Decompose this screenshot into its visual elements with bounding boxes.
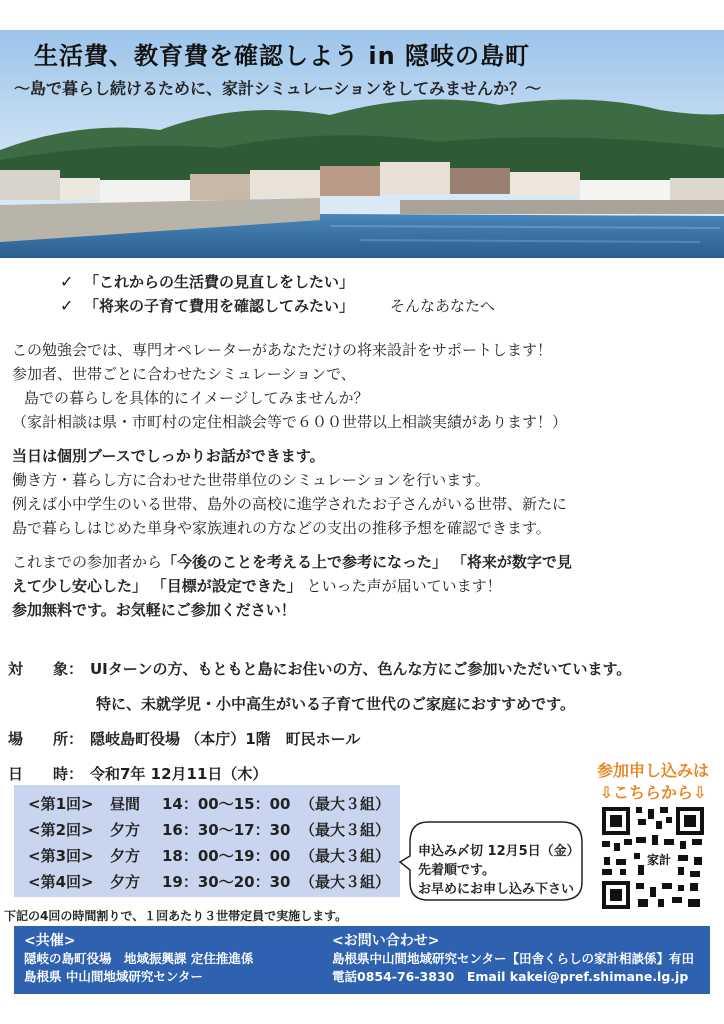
checkmark-icon: ✓: [60, 272, 74, 291]
page-subtitle: 〜島で暮らし続けるために、家計シミュレーションをしてみませんか？〜: [14, 79, 542, 98]
booth-line: 島で暮らしはじめた単身や家族連れの方などの支出の推移予想を確認できます。: [12, 519, 551, 537]
session-capacity: （最大３組）: [300, 795, 391, 813]
deadline-line: お早めにお申し込み下さい: [418, 882, 575, 897]
target-row: [8, 658, 631, 679]
date-value: 令和7年 12月11日（木）: [90, 765, 268, 783]
session-capacity: （最大３組）: [300, 847, 391, 865]
qr-code[interactable]: [598, 803, 708, 913]
target-label: 対 象：: [8, 660, 84, 678]
date-label: 日 時：: [8, 765, 84, 783]
session-number: <第1回>: [28, 795, 94, 813]
hero-photo: [0, 30, 724, 258]
session-part: 夕方: [110, 847, 141, 865]
session-number: <第2回>: [28, 821, 94, 839]
session-time: 14：00〜15：00: [162, 795, 291, 813]
apply-line: 参加申し込みは: [596, 761, 709, 780]
session-number: <第3回>: [28, 847, 94, 865]
check-item: [60, 270, 495, 294]
deadline-text: [418, 842, 580, 899]
session-row: [28, 869, 400, 895]
voices-paragraph: [12, 550, 572, 622]
session-part: 夕方: [110, 821, 141, 839]
booth-line: 例えば小中学生のいる世帯、島外の高校に進学されたお子さんがいる世帯、新たに: [12, 495, 568, 513]
booth-heading: 当日は個別ブースでしっかりお話ができます。: [12, 447, 325, 465]
check-list: [60, 270, 495, 318]
voice-quote: えて少し安心した」: [12, 577, 148, 595]
booth-paragraph: [12, 444, 567, 540]
voice-quote: 「目標が設定できた」: [151, 577, 302, 595]
intro-line: （家計相談は県・市町村の定住相談会等で６００世帯以上相談実績があります！）: [12, 413, 568, 431]
voices-line: [12, 574, 572, 598]
session-time: 16：30〜17：30: [162, 821, 291, 839]
deadline-line: 申込み〆切 12月5日（金）: [418, 844, 580, 859]
session-part: 昼間: [110, 795, 141, 813]
session-capacity: （最大３組）: [300, 821, 391, 839]
deadline-line: 先着順です。: [418, 863, 495, 878]
checkmark-icon: ✓: [60, 296, 74, 315]
apply-line: ⇩こちらから⇩: [599, 783, 707, 802]
check-tail: そんなあなたへ: [390, 297, 496, 315]
voices-post: といった声が届いています！: [306, 577, 502, 595]
free-notice: 参加無料です。お気軽にご参加ください！: [12, 601, 296, 619]
host-line: 隠岐の島町役場 地域振興課 定住推進係: [24, 951, 254, 966]
voice-quote: 「将来が数字で見: [451, 553, 572, 571]
host-heading: <共催>: [24, 933, 76, 949]
booth-line: 働き方・暮らし方に合わせた世帯単位のシミュレーションを行います。: [12, 471, 490, 489]
place-value: 隠岐島町役場 （本庁）1階 町民ホール: [90, 730, 361, 748]
footer-box: [14, 926, 710, 994]
session-time: 19：30〜20：30: [162, 873, 291, 891]
contact-line: 島根県中山間地域研究センター【田舎くらしの家計相談係】有田: [332, 951, 695, 966]
intro-paragraph: [12, 338, 567, 434]
deadline-bubble: [398, 818, 584, 904]
check-text: 「将来の子育て費用を確認してみたい」: [84, 297, 355, 315]
voices-line: [12, 550, 572, 574]
session-capacity: （最大３組）: [300, 873, 391, 891]
intro-line: 島での暮らしを具体的にイメージしてみませんか？: [24, 389, 369, 407]
target-value: UIターンの方、もともと島にお住いの方、色んな方にご参加いただいています。: [90, 660, 632, 678]
session-time: 18：00〜19：00: [162, 847, 291, 865]
host-info: [24, 932, 253, 986]
session-list: [14, 785, 400, 897]
session-number: <第4回>: [28, 873, 94, 891]
intro-line: 参加者、世帯ごとに合わせたシミュレーションで、: [12, 365, 356, 383]
place-row: [8, 728, 360, 749]
apply-heading: [588, 760, 718, 804]
session-part: 夕方: [110, 873, 141, 891]
intro-line: この勉強会では、専門オペレーターがあなただけの将来設計をサポートします！: [12, 341, 553, 359]
host-line: 島根県 中山間地域研究センター: [24, 969, 203, 984]
date-row: [8, 763, 267, 784]
session-row: [28, 791, 400, 817]
voice-quote: 「今後のことを考える上で参考になった」: [162, 553, 448, 571]
session-row: [28, 843, 400, 869]
qr-center-label: 家計: [646, 853, 671, 867]
voices-pre: これまでの参加者から: [12, 553, 163, 571]
schedule-note: 下記の4回の時間割りで、１回あたり３世帯定員で実施します。: [4, 909, 348, 923]
session-row: [28, 817, 400, 843]
page-title: 生活費、教育費を確認しよう in 隠岐の島町: [34, 42, 531, 70]
place-label: 場 所：: [8, 730, 84, 748]
contact-info: [332, 932, 694, 986]
check-item: [60, 294, 495, 318]
contact-heading: <お問い合わせ>: [332, 933, 440, 949]
contact-line[interactable]: 電話0854-76-3830 Email kakei@pref.shimane.lg.jp: [332, 969, 689, 984]
check-text: 「これからの生活費の見直しをしたい」: [84, 273, 355, 291]
target-row-2: 特に、未就学児・小中高生がいる子育て世代のご家庭におすすめです。: [96, 695, 575, 713]
